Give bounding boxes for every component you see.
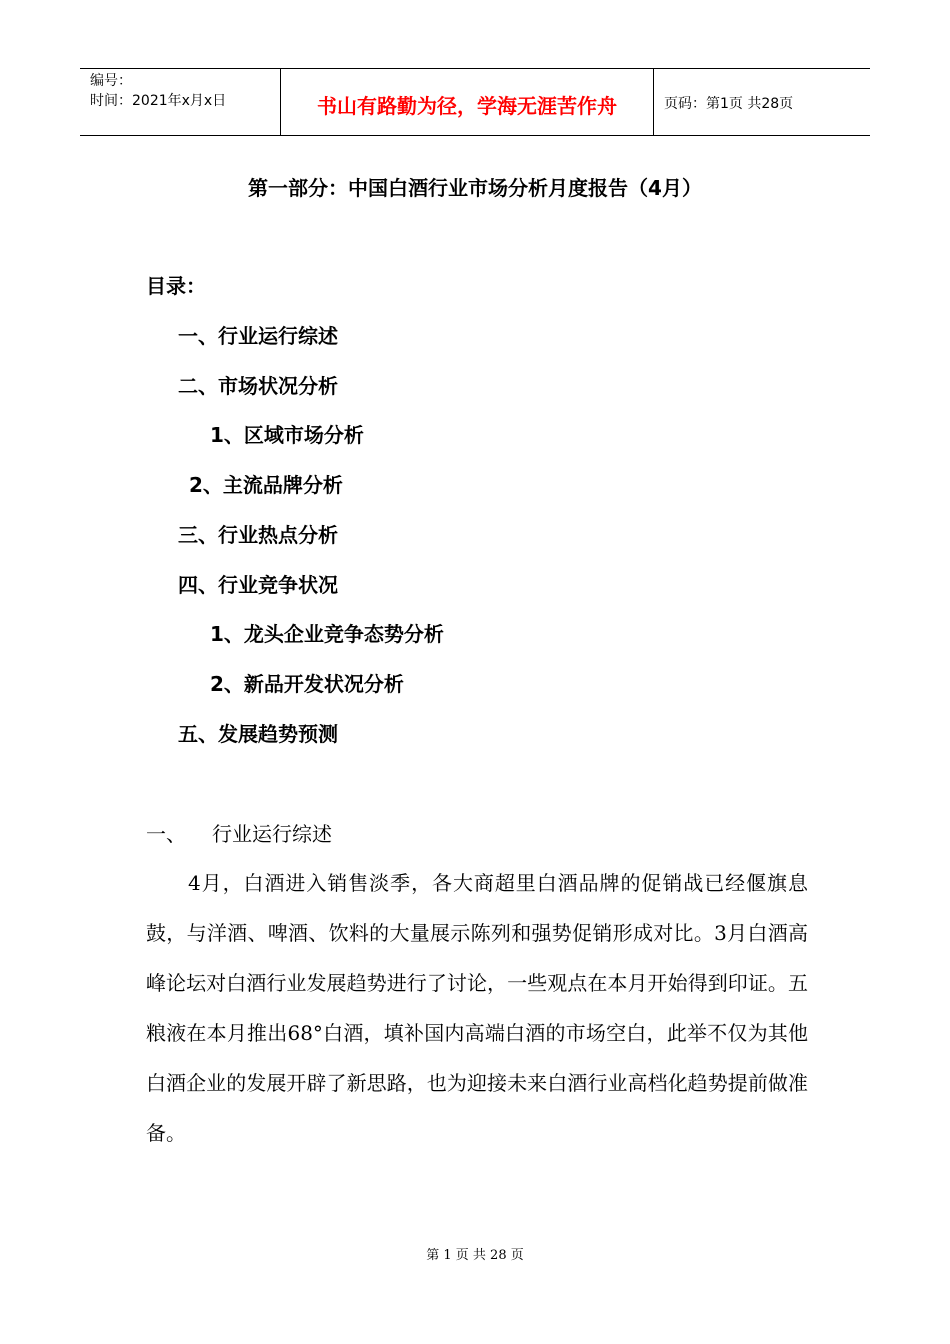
toc-item: 四、行业竞争状况 <box>178 573 338 597</box>
page-header <box>80 68 870 136</box>
page-footer: 第 1 页 共 28 页 <box>426 1248 524 1263</box>
header-page-info: 页码：第1页 共28页 <box>664 96 794 112</box>
toc-item: 2、主流品牌分析 <box>189 473 343 497</box>
toc-item: 一、行业运行综述 <box>178 324 338 348</box>
section-title: 行业运行综述 <box>212 822 332 846</box>
document-number-label: 编号： <box>90 73 132 89</box>
toc-item: 二、市场状况分析 <box>178 374 338 398</box>
document-date: 时间：2021年x月x日 <box>90 93 227 109</box>
toc-item: 1、区域市场分析 <box>210 423 364 447</box>
toc-item: 1、龙头企业竞争态势分析 <box>210 622 444 646</box>
header-meta <box>80 69 281 135</box>
header-motto: 书山有路勤为径，学海无涯苦作舟 <box>281 69 654 135</box>
toc-item: 五、发展趋势预测 <box>178 722 338 746</box>
toc-item: 2、新品开发状况分析 <box>210 672 404 696</box>
section-heading <box>146 818 332 847</box>
toc-item: 三、行业热点分析 <box>178 523 338 547</box>
document-title: 第一部分：中国白酒行业市场分析月度报告（4月） <box>248 176 702 200</box>
toc-heading: 目录： <box>146 274 206 298</box>
section-number: 一、 <box>146 822 186 846</box>
section-paragraph: 4月，白酒进入销售淡季，各大商超里白酒品牌的促销战已经偃旗息鼓，与洋酒、啤酒、饮料的大量展示陈列和强势促销形成对比。3月白酒高峰论坛对白酒行业发展趋势进行了讨论，一些观点在本月开始得到印证。五粮液在本月推出68°白酒，填补国内高端白酒的市场空白，此举不仅为其他白酒企业的发展开辟了新思路，也为迎接未来白酒行业高档化趋势提前做准备。 <box>146 871 808 1145</box>
